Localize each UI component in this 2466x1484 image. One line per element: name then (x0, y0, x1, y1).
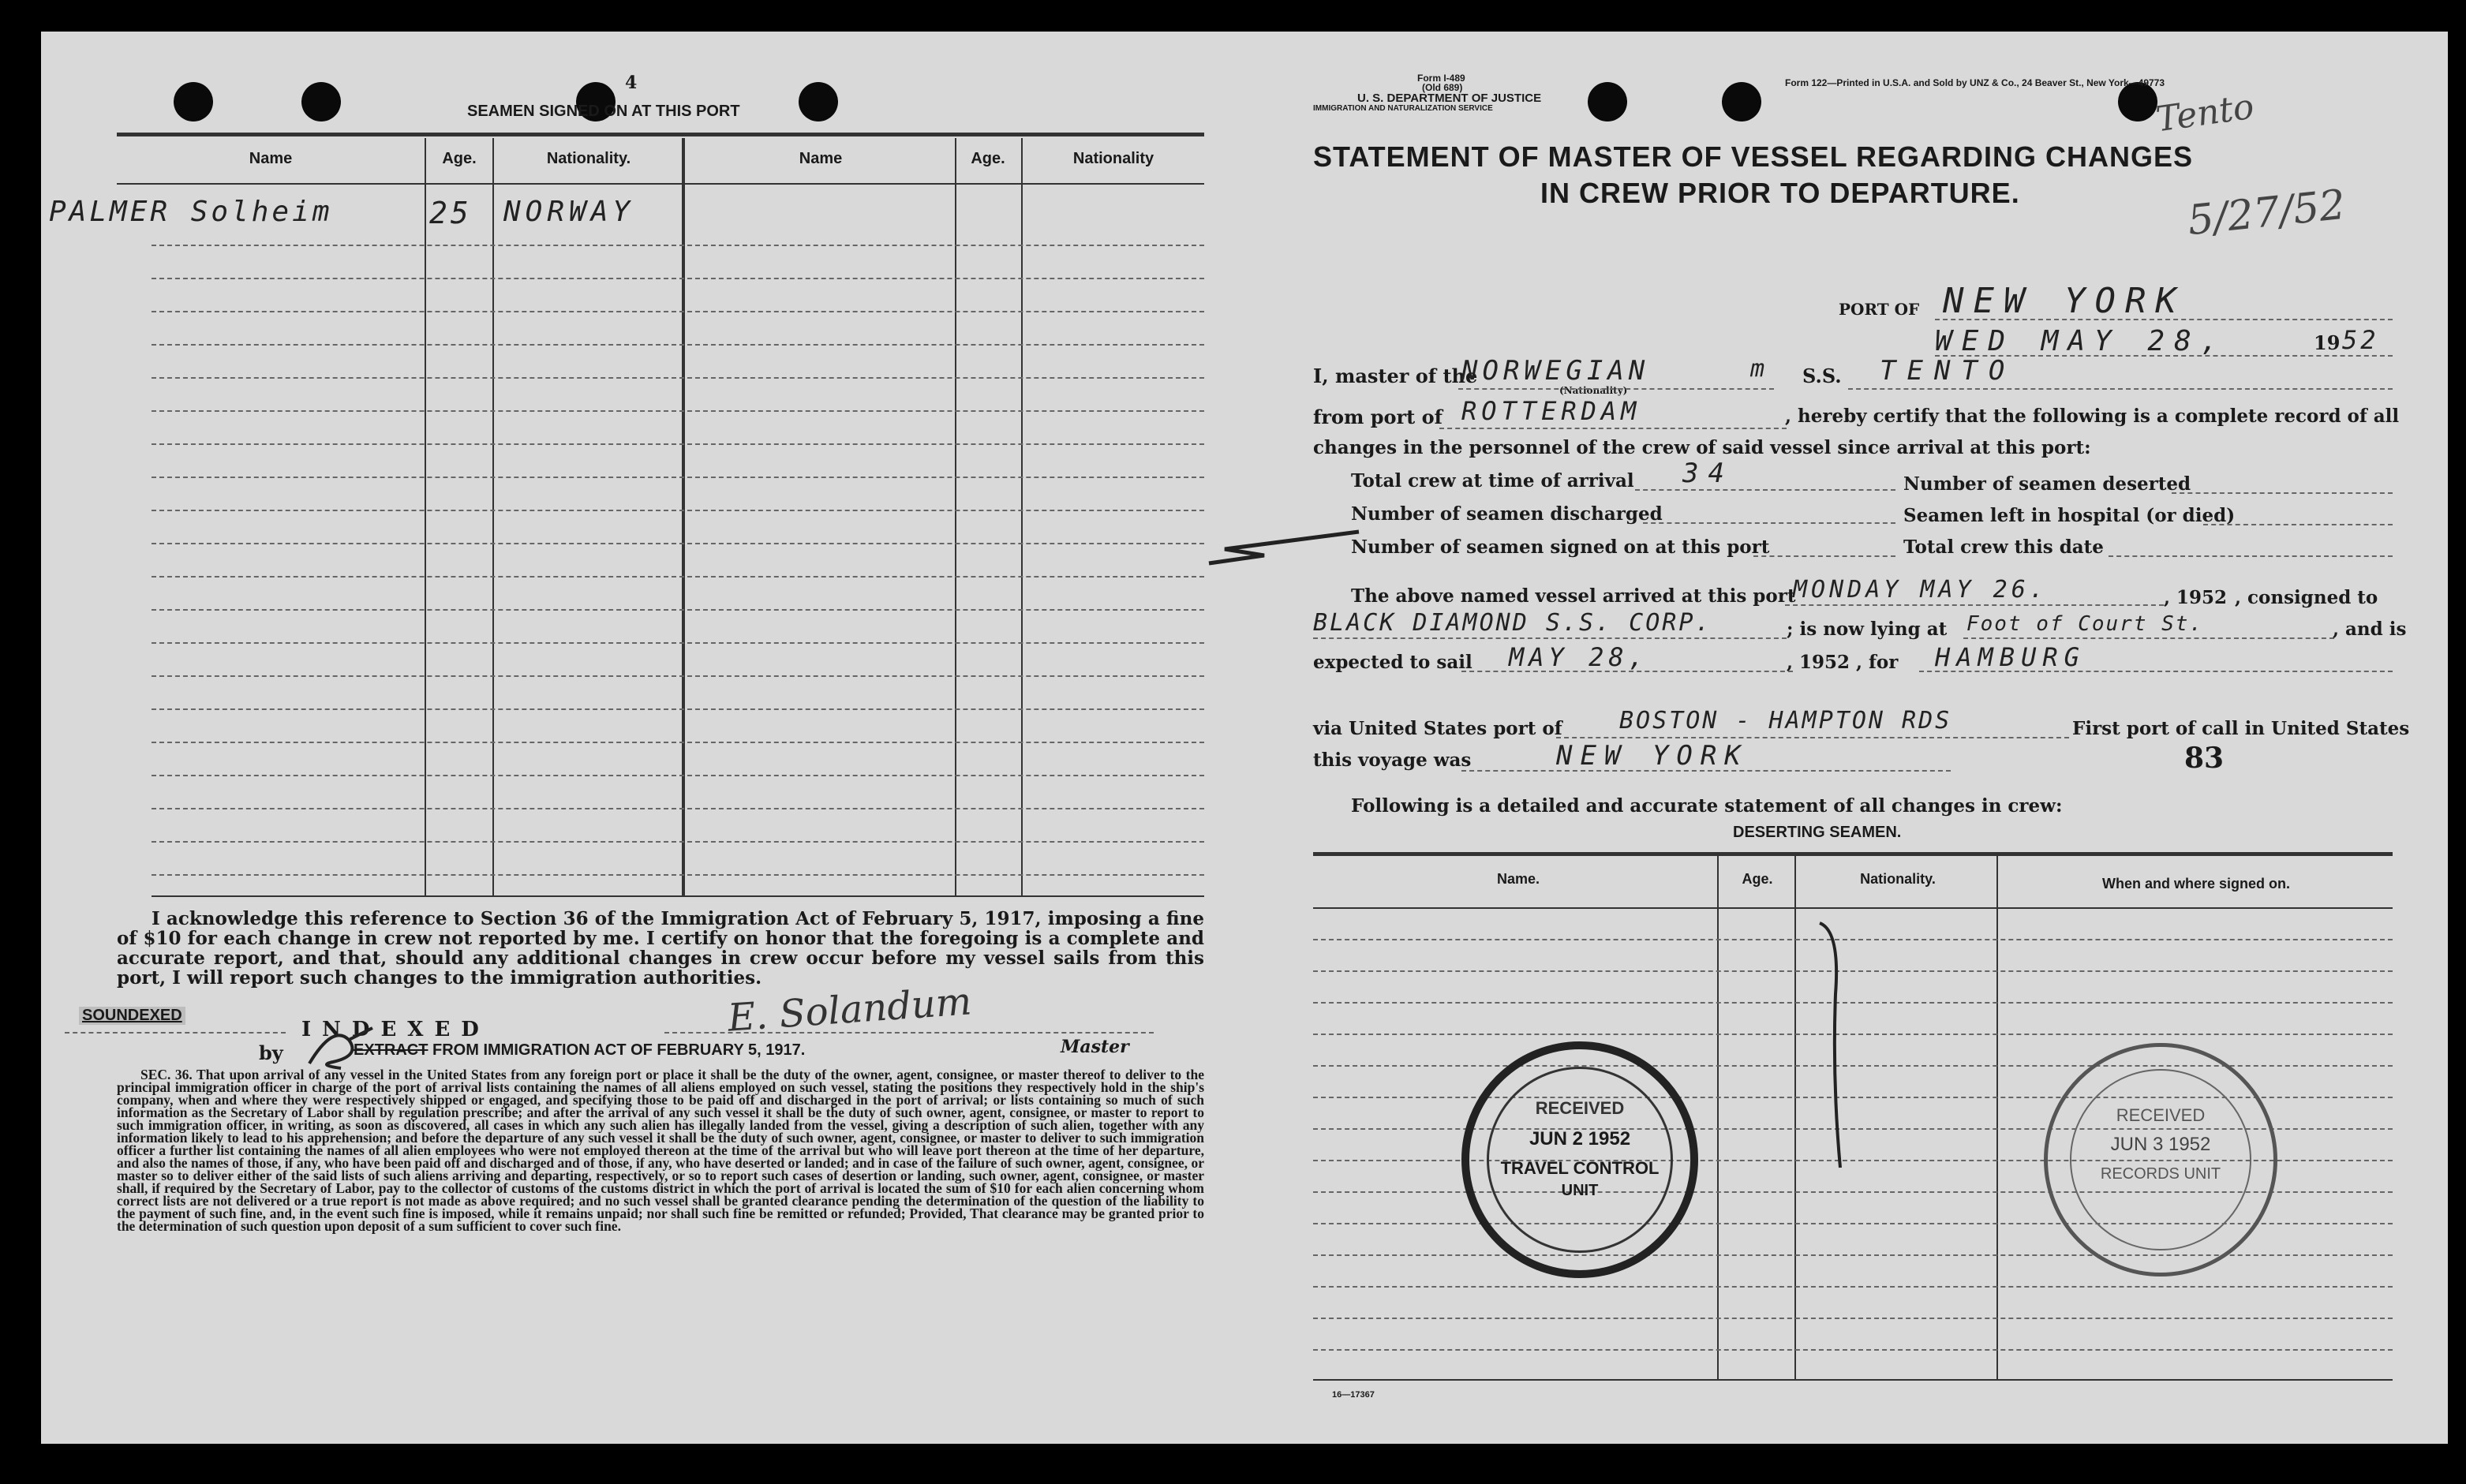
stamp2-line: JUN 3 1952 (2110, 1134, 2211, 1155)
expected-value: MAY 28, (1509, 642, 1648, 672)
date-value: WED MAY 28, (1935, 325, 2228, 357)
deserting-title: DESERTING SEAMEN. (1733, 824, 1902, 841)
col-header-nationality: Nationality. (546, 150, 631, 167)
by-label: by (259, 1041, 283, 1064)
stat-line (1635, 489, 1895, 491)
seamen-deserted-label: Number of seamen deserted (1903, 473, 2191, 495)
punch-hole (1588, 82, 1627, 121)
expected-year: , 1952 (1787, 652, 1850, 673)
department-name: U. S. DEPARTMENT OF JUSTICE (1357, 92, 1542, 105)
row-rule (152, 609, 1204, 611)
arrow-mark (1201, 516, 1390, 579)
seaman-nationality: NORWAY (503, 196, 635, 228)
punch-hole (799, 82, 838, 121)
row-rule (152, 874, 1204, 876)
column-divider (492, 138, 494, 895)
form-old-number: (Old 689) (1422, 82, 1463, 93)
row-rule (152, 377, 1204, 379)
service-name: IMMIGRATION AND NATURALIZATION SERVICE (1313, 104, 1493, 113)
row-rule (152, 808, 1204, 809)
changes-text: changes in the personnel of the crew of said vessel since arrival at this port: (1313, 437, 2091, 458)
row-rule (152, 841, 1204, 843)
row-rule (152, 245, 1204, 246)
from-port-value: ROTTERDAM (1461, 396, 1641, 426)
arrived-label: The above named vessel arrived at this port (1351, 585, 1796, 607)
row-rule (152, 311, 1204, 312)
seaman-name: PALMER Solheim (49, 196, 333, 228)
row-rule (1313, 1254, 2393, 1256)
extract-heading (354, 1041, 805, 1060)
master-label: Master (1061, 1037, 1129, 1057)
first-port-label: First port of call in United States (2072, 718, 2410, 739)
received-stamp-travel-control (1461, 1041, 1698, 1278)
row-rule (152, 443, 1204, 445)
deserting-col-age: Age. (1742, 871, 1773, 887)
header-rule (117, 183, 1204, 185)
following-text: Following is a detailed and accurate statement of all changes in crew: (1351, 795, 2063, 817)
year-value: 52 (2342, 325, 2379, 355)
row-rule (152, 344, 1204, 346)
extract-word: EXTRACT (354, 1041, 428, 1059)
document-sheet (41, 32, 2448, 1444)
nationality-value: NORWEGIAN (1461, 355, 1650, 387)
column-divider (1794, 856, 1796, 1381)
via-label: via United States port of (1313, 718, 1562, 739)
row-rule (1313, 1286, 2393, 1288)
via-line (1556, 737, 2069, 738)
port-value: NEW YORK (1943, 281, 2186, 321)
expected-line (1461, 671, 1793, 672)
lying-line (1963, 637, 2334, 639)
soundexed-stamp: SOUNDEXED (79, 1007, 185, 1025)
col-header-age: Age. (442, 150, 477, 167)
col-header-nationality-2: Nationality (1072, 150, 1154, 167)
lying-label: ; is now lying at (1787, 619, 1948, 640)
ss-label: S.S. (1802, 364, 1842, 387)
row-rule (152, 642, 1204, 644)
punch-hole (301, 82, 341, 121)
voyage-label: this voyage was (1313, 749, 1472, 771)
table-bottom-rule (152, 895, 1204, 897)
received-stamp-records-unit (2044, 1043, 2277, 1277)
total-crew-today-label: Total crew this date (1903, 536, 2104, 558)
nationality-line (1458, 388, 1774, 390)
total-crew-arrival-label: Total crew at time of arrival (1351, 470, 1634, 492)
arrived-line (1785, 604, 2164, 606)
stat-line (2109, 555, 2393, 557)
expected-label: expected to sail (1313, 652, 1472, 673)
column-divider (425, 138, 426, 895)
printer-line: Form 122—Printed in U.S.A. and Sold by UNZ & Co., 24 Beaver St., New York—49773 (1785, 77, 2165, 88)
row-rule (152, 742, 1204, 743)
stamp1-line: RECEIVED (1535, 1098, 1625, 1118)
vessel-name-line (1848, 388, 2393, 390)
stat-line (1643, 522, 1895, 524)
form-number: Form I-489 (1417, 73, 1465, 84)
stamp1-line: UNIT (1561, 1182, 1599, 1199)
by-line (65, 1032, 286, 1034)
consignee-line (1313, 637, 1787, 639)
port-line (1935, 319, 2393, 320)
lying-value: Foot of Court St. (1966, 612, 2204, 636)
row-rule (152, 410, 1204, 412)
handwritten-vessel-note: Tento (2154, 86, 2257, 140)
total-crew-arrival-value: 34 (1682, 458, 1734, 489)
deserting-bottom-rule (1313, 1379, 2393, 1381)
row-rule (152, 543, 1204, 544)
consigned-label: , consigned to (2235, 587, 2378, 608)
stamp2-line: RECORDS UNIT (2100, 1165, 2221, 1183)
via-value: BOSTON - HAMPTON RDS (1619, 707, 1952, 735)
col-header-name-2: Name (799, 150, 843, 167)
form-title-line-2: IN CREW PRIOR TO DEPARTURE. (1540, 177, 2020, 209)
seaman-age: 25 (429, 196, 472, 230)
deserting-col-name: Name. (1496, 871, 1540, 887)
column-divider (682, 138, 685, 895)
ditto-stroke (1809, 884, 1872, 1183)
deserting-top-rule (1313, 852, 2393, 856)
col-header-name: Name (249, 150, 293, 167)
column-divider (955, 138, 956, 895)
voyage-value: NEW YORK (1556, 740, 1749, 772)
deserting-col-nationality: Nationality. (1860, 871, 1936, 887)
vessel-type-mark: m (1750, 355, 1765, 383)
row-rule (152, 675, 1204, 677)
year-prefix: 19 (2314, 331, 2341, 354)
from-port-line (1439, 428, 1787, 429)
consignee-value: BLACK DIAMOND S.S. CORP. (1313, 609, 1712, 637)
indexed-stamp: INDEXED (301, 1018, 490, 1041)
stamp1-line: JUN 2 1952 (1529, 1128, 1631, 1149)
table-top-rule (117, 133, 1204, 136)
seamen-hospital-label: Seamen left in hospital (or died) (1903, 505, 2236, 526)
arrived-value: MONDAY MAY 26. (1793, 576, 2048, 604)
row-rule (1313, 1349, 2393, 1351)
column-divider (1717, 856, 1719, 1381)
row-rule (152, 477, 1204, 478)
destination-line (1919, 671, 2393, 672)
acknowledgement-text: I acknowledge this reference to Section 36 of the Immigration Act of February 5, 1917, imposing a fine of $10 for each change in crew not reported by me. I certify on honor that the foregoing is a complete and accurate report, and that, should any additional changes in crew occur before my vessel sails from this port, I will report such changes to the immigration authorities. (117, 908, 1204, 989)
column-divider (1996, 856, 1998, 1381)
row-rule (152, 510, 1204, 511)
certify-text: , hereby certify that the following is a complete record of all (1785, 406, 2400, 427)
destination-value: HAMBURG (1935, 642, 2086, 672)
port-label: PORT OF (1839, 300, 1920, 319)
punch-hole (174, 82, 213, 121)
and-is-label: , and is (2333, 619, 2407, 640)
nationality-caption: (Nationality) (1559, 385, 1628, 396)
seamen-discharged-label: Number of seamen discharged (1351, 503, 1663, 525)
arrived-year: , 1952 (2164, 587, 2228, 608)
signature-line (664, 1032, 1154, 1034)
row-rule (152, 278, 1204, 279)
vessel-name: TENTO (1880, 355, 2016, 387)
deserting-col-signed-on: When and where signed on. (2101, 876, 2291, 892)
for-label: , for (1856, 652, 1899, 673)
stamp1-line: TRAVEL CONTROL (1500, 1158, 1660, 1178)
stat-line (2203, 524, 2393, 525)
footer-code: 16—17367 (1332, 1390, 1375, 1400)
row-rule (152, 576, 1204, 578)
form-title-line-1: STATEMENT OF MASTER OF VESSEL REGARDING CHANGES (1313, 140, 2194, 173)
row-rule (1313, 1318, 2393, 1319)
voyage-line (1461, 770, 1951, 772)
page-number: 4 (625, 73, 638, 93)
master-of-the-label: I, master of the (1313, 364, 1478, 387)
stamp2-line: RECEIVED (2116, 1105, 2206, 1125)
seamen-signed-on-label: Number of seamen signed on at this port (1351, 536, 1770, 558)
section-36-text: SEC. 36. That upon arrival of any vessel in the United States from any foreign port or place it shall be the duty of the owner, agent, consignee, or master thereof to deliver to the principal immigration officer in charge of the port of arrival lists containing the names of all aliens employed on such vessel, stating the positions they respectively hold in the ship's company, when and where they were respectively shipped or engaged, and specifying those to be paid off and discharged in the port of arrival; or lists containing so much of such information as the Secretary of Labor shall by regulation prescribe; and after the arrival of any such vessel it shall be the duty of such owner, agent, consignee, or master to report to such immigration officer, in writing, as soon as discovered, all cases in which any such alien has illegally landed from the vessel, giving a description of such alien, together with any information likely to lead to his apprehension; and before the departure of any such vessel it shall be the duty of such owner, agent, consignee, or master to deliver to such immigration officer a further list containing the names of all alien employees who were not employed thereon at the time of the arrival but who will leave port thereon at the time of her departure, and also the names of those, if any, who have been paid off and discharged and of those, if any, who have deserted or landed; and in case of the failure of such owner, agent, consignee, or master so to deliver either of the said lists of such aliens arriving and departing, respectively, or so to report such cases of desertion or landing, such owner, agent, consignee, or master shall, if required by the Secretary of Labor, pay to the collector of customs of the customs district in which the port of arrival is located the sum of $10 for each alien concerning whom correct lists are not delivered or a true report is not made as above required; and no such vessel shall be granted clearance pending the determination of the question of the liability to the payment of such fine, and, in the event such fine is imposed, while it remains unpaid; nor shall such fine be remitted or refunded; Provided, That clearance may be granted prior to the determination of such question upon deposit of a sum sufficient to cover such fine. (117, 1067, 1204, 1234)
master-signature: E. Solandum (726, 979, 973, 1041)
from-port-label: from port of (1313, 406, 1443, 428)
stat-line (2172, 492, 2393, 494)
punch-hole (1722, 82, 1761, 121)
row-rule (152, 775, 1204, 776)
extract-heading-text: FROM IMMIGRATION ACT OF FEBRUARY 5, 1917. (432, 1041, 806, 1059)
row-rule (152, 708, 1204, 710)
page-count: 83 (2184, 742, 2225, 775)
column-divider (1021, 138, 1023, 895)
stat-line (1753, 555, 1895, 557)
section-title: SEAMEN SIGNED ON AT THIS PORT (467, 103, 740, 120)
col-header-age-2: Age. (971, 150, 1005, 167)
handwritten-date-note: 5/27/52 (2185, 181, 2348, 245)
